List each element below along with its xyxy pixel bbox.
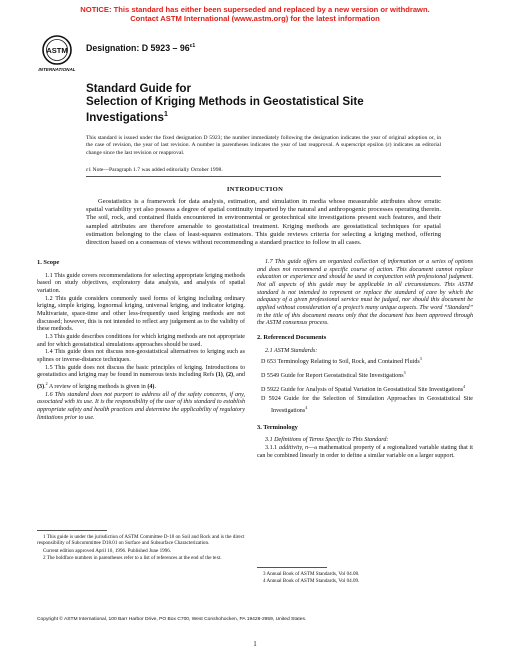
para-1-4: 1.4 This guide does not discuss non-geostatistical alternatives to kriging such as splines or inverse-distance techniques.	[37, 349, 245, 363]
para-1-3: 1.3 This guide describes conditions for which kriging methods are not appropriate and for which geostatistical simulations approaches should be used.	[37, 333, 245, 348]
reference-item: D 653 Terminology Relating to Soil, Rock, and Contained Fluids$^3$	[261, 356, 422, 366]
introduction-text: Geostatistics is a framework for data analysis, estimation, and simulation in media whose measurable attributes show erratic spatial variability yet also possess a degree of spatial continuity imparted by the natural and anthropogenic processes operating therein. The soil, rock, and contained fluids encountered in environmental or geotechnical site investigations present such features, and their sampled attributes are therefore amenable to geostatistical treatment. Kriging methods are geostatistical techniques for spatial estimation belonging to the class of least-squares estimators. This guide reviews criteria for selecting a kriging method, offering direction based on a consensus of views without recommending a standard practice to follow in all cases.	[86, 198, 441, 247]
reference-item: D 5924 Guide for the Selection of Simulation Approaches in Geostatistical Site Investigations$^4$	[261, 396, 473, 414]
withdrawal-notice	[0, 5, 510, 24]
introduction-heading: INTRODUCTION	[226, 186, 284, 193]
title-line-2: Selection of Kriging Methods in Geostatistical Site	[86, 95, 364, 108]
logo-wordmark: INTERNATIONAL	[38, 67, 76, 72]
right-column	[257, 259, 473, 460]
footnote-1: 1 This guide is under the jurisdiction of ASTM Committee D-18 on Soil and Rock and is the direct responsibility of Subcommittee D18.01 on Surface and Subsurface Characterization.	[37, 534, 245, 547]
svg-text:ASTM: ASTM	[46, 46, 68, 55]
left-column	[37, 259, 245, 422]
page-number: 1	[253, 640, 257, 648]
footnote-2: 2 The boldface numbers in parentheses refer to a list of references at the end of the text.	[43, 555, 222, 562]
notice-line-1: NOTICE: This standard has either been superseded and replaced by a new version or withdrawn.	[80, 5, 430, 14]
title-footnote-mark: 1	[163, 111, 168, 118]
copyright-line: Copyright © ASTM International, 100 Barr Harbor Drive, PO Box C700, West Conshohocken, PA 19428-2959, United States.	[37, 617, 307, 622]
references-subheading: 2.1 ASTM Standards:	[265, 347, 318, 354]
terminology-subheading: 3.1 Definitions of Terms Specific to This Standard:	[265, 437, 389, 444]
para-1-1: 1.1 This guide covers recommendations for selecting appropriate kriging methods based on study objectives, exploratory data analysis, and analysis of spatial variation.	[37, 272, 245, 294]
ref-4: (4)	[147, 383, 155, 390]
references-heading: 2. Referenced Documents	[257, 333, 327, 341]
designation-epsilon: ε1	[189, 43, 196, 49]
para-1-2: 1.2 This guide considers commonly used forms of kriging including ordinary kriging, simple kriging, lognormal kriging, universal kriging, and indicator kriging. Multivariate, space-time and other less-frequently used kriging methods are not discussed; however, this is not intended to reflect any judgement as to the validity of these methods.	[37, 295, 245, 333]
footnotes-right	[257, 571, 473, 586]
para-1-7: 1.7 This guide offers an organized collection of information or a series of options and does not recommend a specific course of action. This document cannot replace education or experience and should be used in conjunction with professional judgment. Not all aspects of this guide may be applicable in all circumstances. This ASTM standard is not intended to represent or replace the standard of care by which the adequacy of a given professional service must be judged, nor should this document be applied without consideration of a project’s many unique aspects. The word “Standard” in the title of this document means only that the document has been approved through the ASTM consensus process.	[257, 259, 473, 327]
footnote-4: 4 Annual Book of ASTM Standards, Vol 04.09.	[263, 578, 360, 585]
notice-line-2: Contact ASTM International (www.astm.org) for the latest information	[130, 14, 380, 24]
document-title	[86, 82, 466, 124]
reference-item: D 5922 Guide for Analysis of Spatial Variation in Geostatistical Site Investigations$^4$	[261, 383, 466, 393]
scope-heading: 1. Scope	[37, 259, 60, 266]
title-line-1: Standard Guide for	[86, 82, 191, 95]
ref-2: (2)	[225, 372, 234, 379]
epsilon-note: ε1 Note—Paragraph 1.7 was added editorially October 1998.	[86, 167, 223, 173]
terminology-heading: 3. Terminology	[257, 423, 298, 431]
footnote-divider-left	[37, 530, 107, 531]
footnotes-left	[37, 534, 245, 563]
footnote-1b: Current edition approved April 10, 1996. Published June 1996.	[43, 547, 172, 554]
para-1-6: 1.6 This standard does not purport to address all of the safety concerns, if any, associated with its use. It is the responsibility of the user of this standard to establish appropriate safety and health practices and determine the applicability of regulatory limitations prior to use.	[37, 391, 245, 421]
para-1-5: 1.5 This guide does not discuss the basic principles of kriging. Introductions to geostatistics and kriging may be found in numerous texts including Refs (1), (2), and (3).$^2$ A review of kriging methods is given in (4).	[37, 364, 245, 390]
footnote-3: 3 Annual Book of ASTM Standards, Vol 04.08.	[263, 571, 360, 577]
issue-statement: This standard is issued under the fixed designation D 5923; the number immediately following the designation indicates the year of original adoption or, in the case of revision, the year of last revision. A number in parentheses indicates the year of last reapproval. A superscript epsilon (ε) indicates an editorial change since the last revision or reapproval.	[86, 135, 441, 156]
ref-1: (1)	[215, 372, 223, 379]
footnote-divider-right	[257, 567, 327, 568]
ref-3: (3)	[37, 383, 45, 390]
header-divider	[86, 176, 441, 177]
title-line-3: Investigations	[86, 111, 164, 124]
astm-logo	[38, 34, 76, 74]
designation-label: Designation: D 5923 – 96	[86, 43, 190, 53]
designation	[86, 43, 195, 53]
reference-item: D 5549 Guide for Report Geostatistical Site Investigations$^3$	[261, 369, 406, 379]
definition-additivity: 3.1.1 additivity, n—a mathematical property of a regionalized variable stating that it can be combined linearly in order to define a similar variable on a larger support.	[257, 444, 473, 459]
